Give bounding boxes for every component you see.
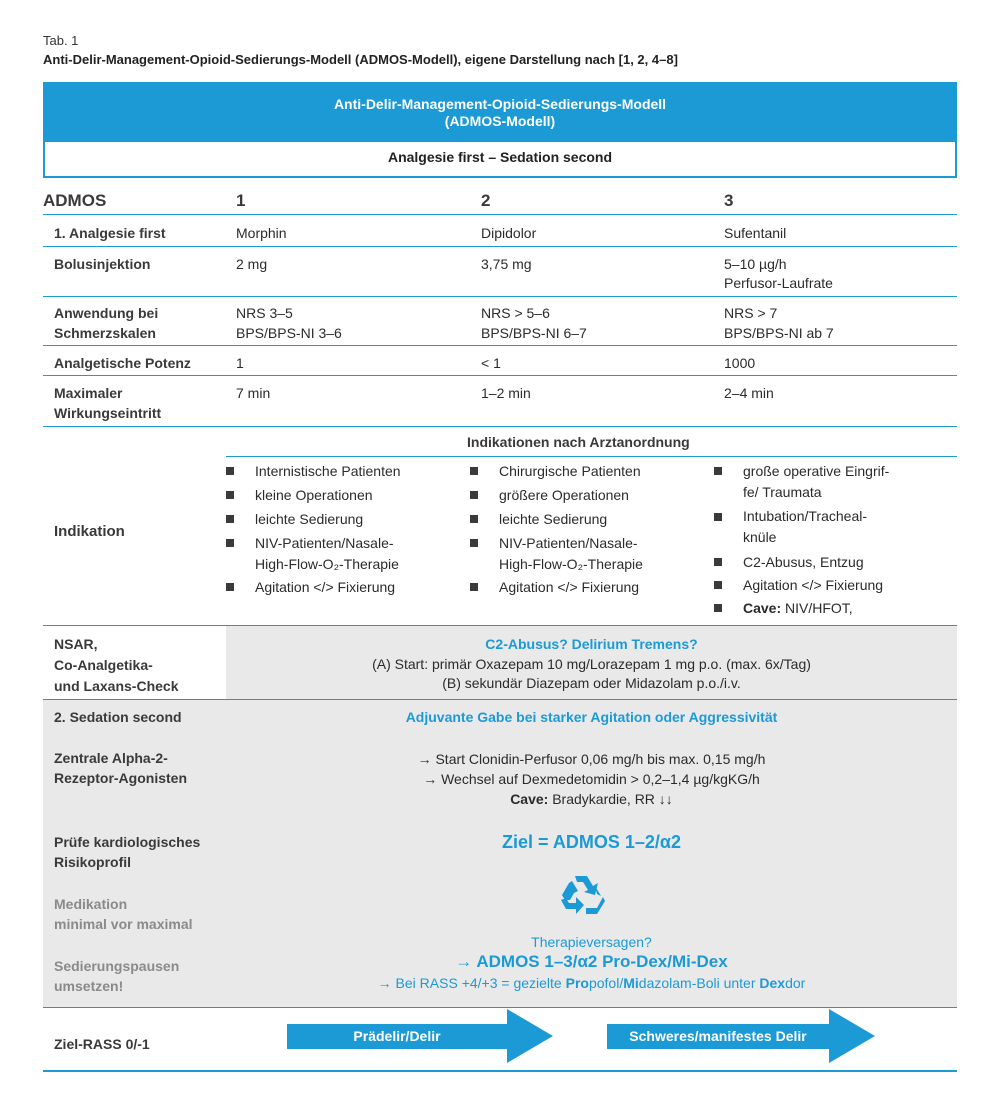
bullet-icon	[226, 467, 234, 475]
indikation-label: Indikation	[54, 523, 125, 540]
indikation-col2-item: High-Flow-O₂-Therapie	[499, 556, 643, 572]
indikation-col1-item: High-Flow-O₂-Therapie	[255, 556, 399, 572]
indikation-col3-item: Agitation </> Fixierung	[743, 577, 884, 593]
bullet-icon	[714, 558, 722, 566]
rass-dor: dor	[785, 975, 806, 991]
pausen-label-1: Sedierungspausen	[54, 958, 180, 974]
sedation-label: 2. Sedation second	[54, 709, 182, 725]
cave-label: Cave:	[743, 600, 782, 616]
nsar-line-a: (A) Start: primär Oxazepam 10 mg/Lorazepam 1 mg p.o. (max. 6x/Tag)	[372, 656, 811, 672]
cave-label: Cave:	[510, 791, 549, 807]
indikation-col2-item: Agitation </> Fixierung	[499, 579, 640, 595]
bullet-icon	[226, 515, 234, 523]
arrow-predelir-label: Prädelir/Delir	[353, 1028, 441, 1044]
kardio-label-1: Prüfe kardiologisches	[54, 834, 201, 850]
divider	[43, 246, 957, 247]
row-label-bolus: Bolusinjektion	[54, 256, 151, 272]
bullet-icon	[226, 491, 234, 499]
bullet-icon	[714, 513, 722, 521]
indikation-col1-item: kleine Operationen	[255, 487, 373, 503]
medikation-label-1: Medikation	[54, 896, 128, 912]
bullet-icon	[470, 583, 478, 591]
bullet-icon	[714, 467, 722, 475]
cell-wirkung-3: 2–4 min	[724, 385, 774, 401]
divider	[226, 456, 957, 457]
indikation-col3-item: große operative Eingrif-	[743, 463, 890, 479]
medikation-label-2: minimal vor maximal	[54, 916, 193, 932]
indikation-col3-item: Intubation/Tracheal-	[743, 508, 867, 524]
nsar-label-1: NSAR,	[54, 636, 98, 652]
nsar-label-2: Co-Analgetika-	[54, 657, 153, 673]
cell-bps-2: BPS/BPS-NI 6–7	[481, 325, 587, 341]
cell-morphin: Morphin	[236, 225, 287, 241]
row-label-analgesie: 1. Analgesie first	[54, 225, 166, 241]
bullet-icon	[470, 467, 478, 475]
header-subtitle: Analgesie first – Sedation second	[43, 142, 957, 178]
cave-text: Bradykardie, RR ↓↓	[548, 791, 673, 807]
bullet-icon	[226, 583, 234, 591]
rass-dazolam: dazolam-Boli unter	[638, 975, 760, 991]
cave-text: NIV/HFOT,	[781, 600, 853, 616]
indikation-col1-item: NIV-Patienten/Nasale-	[255, 535, 394, 551]
indikation-col3-cave	[743, 599, 853, 618]
indikation-col2-item: Chirurgische Patienten	[499, 463, 641, 479]
bottom-border	[43, 1070, 957, 1072]
bullet-icon	[470, 539, 478, 547]
row-label-wirkung-1: Maximaler	[54, 385, 123, 401]
therapieversagen: Therapieversagen?	[531, 934, 652, 950]
indikation-col2-item: NIV-Patienten/Nasale-	[499, 535, 638, 551]
ziel-rass-label: Ziel-RASS 0/-1	[54, 1036, 150, 1052]
row-label-anwendung-2: Schmerzskalen	[54, 325, 156, 341]
cell-wirkung-1: 7 min	[236, 385, 271, 401]
admos-prodex: → ADMOS 1–3/α2 Pro-Dex/Mi-Dex	[455, 952, 728, 971]
cell-nrs-2: NRS > 5–6	[481, 305, 550, 321]
recycle-icon	[557, 873, 607, 919]
indikation-col2-item: größere Operationen	[499, 487, 629, 503]
kardio-label-2: Risikoprofil	[54, 854, 132, 870]
divider	[43, 345, 957, 346]
column-3-header: 3	[724, 191, 734, 210]
cell-dipidolor: Dipidolor	[481, 225, 537, 241]
cell-bolus-3a: 5–10 µg/h	[724, 256, 787, 272]
cell-potenz-2: < 1	[481, 355, 501, 371]
divider	[43, 426, 957, 427]
cell-sufentanil: Sufentanil	[724, 225, 787, 241]
indikation-col1-item: leichte Sedierung	[255, 511, 364, 527]
row-label-anwendung-1: Anwendung bei	[54, 305, 159, 321]
dexmed-line: → Wechsel auf Dexmedetomidin > 0,2–1,4 µg/kgKG/h	[423, 771, 760, 787]
rass-dex: Dex	[759, 975, 786, 991]
alpha-label-2: Rezeptor-Agonisten	[54, 770, 187, 786]
divider	[43, 375, 957, 376]
header-line1: Anti-Delir-Management-Opioid-Sedierungs-Modell	[333, 96, 667, 112]
table-header	[43, 82, 957, 142]
alpha-label-1: Zentrale Alpha-2-	[54, 750, 168, 766]
bullet-icon	[226, 539, 234, 547]
cell-nrs-3: NRS > 7	[724, 305, 778, 321]
clonidin-line: → Start Clonidin-Perfusor 0,06 mg/h bis max. 0,15 mg/h	[417, 751, 766, 767]
nsar-line-b: (B) sekundär Diazepam oder Midazolam p.o./i.v.	[442, 675, 741, 691]
cell-potenz-1: 1	[236, 355, 244, 371]
cave-bradykardie	[226, 790, 957, 808]
divider	[43, 296, 957, 297]
rass-mi: Mi	[623, 975, 639, 991]
column-1-header: 1	[236, 191, 246, 210]
nsar-title: C2-Abusus? Delirium Tremens?	[485, 636, 698, 652]
rass-pofol: pofol/	[588, 975, 624, 991]
indikation-col1-item: Agitation </> Fixierung	[255, 579, 396, 595]
bullet-icon	[470, 515, 478, 523]
divider	[43, 214, 957, 215]
rass-line	[226, 974, 957, 992]
rass-prefix: → Bei RASS +4/+3 = gezielte	[377, 975, 566, 991]
cell-bolus-3b: Perfusor-Laufrate	[724, 275, 833, 291]
sedation-title: Adjuvante Gabe bei starker Agitation oder Aggressivität	[405, 709, 778, 725]
admos-label: ADMOS	[43, 191, 107, 210]
indikation-col2-item: leichte Sedierung	[499, 511, 608, 527]
column-2-header: 2	[481, 191, 491, 210]
arrow-manifestes-delir-label: Schweres/manifestes Delir	[629, 1028, 807, 1044]
divider	[43, 1007, 957, 1008]
bullet-icon	[714, 581, 722, 589]
rass-pro: Pro	[565, 975, 589, 991]
ziel-admos: Ziel = ADMOS 1–2/α2	[502, 832, 681, 852]
cell-bps-1: BPS/BPS-NI 3–6	[236, 325, 342, 341]
row-label-wirkung-2: Wirkungseintritt	[54, 405, 162, 421]
cell-potenz-3: 1000	[724, 355, 756, 371]
indikation-col1-item: Internistische Patienten	[255, 463, 401, 479]
header-line2: (ADMOS-Modell)	[444, 113, 556, 129]
bullet-icon	[470, 491, 478, 499]
pausen-label-2: umsetzen!	[54, 978, 124, 994]
indikation-col3-item: knüle	[743, 529, 777, 545]
cell-nrs-1: NRS 3–5	[236, 305, 293, 321]
indikation-col3-item: C2-Abusus, Entzug	[743, 554, 864, 570]
bullet-icon	[714, 604, 722, 612]
table-number: Tab. 1	[43, 33, 79, 48]
cell-bolus-2: 3,75 mg	[481, 256, 532, 272]
indikation-heading: Indikationen nach Arztanordnung	[467, 434, 690, 450]
table-caption: Anti-Delir-Management-Opioid-Sedierungs-Modell (ADMOS-Modell), eigene Darstellung nach [1, 2, 4–8]	[43, 52, 678, 67]
nsar-label-3: und Laxans-Check	[54, 678, 179, 694]
cell-wirkung-2: 1–2 min	[481, 385, 531, 401]
indikation-col3-item: fe/ Traumata	[743, 484, 822, 500]
cell-bolus-1: 2 mg	[236, 256, 268, 272]
row-label-potenz: Analgetische Potenz	[54, 355, 191, 371]
cell-bps-3: BPS/BPS-NI ab 7	[724, 325, 834, 341]
